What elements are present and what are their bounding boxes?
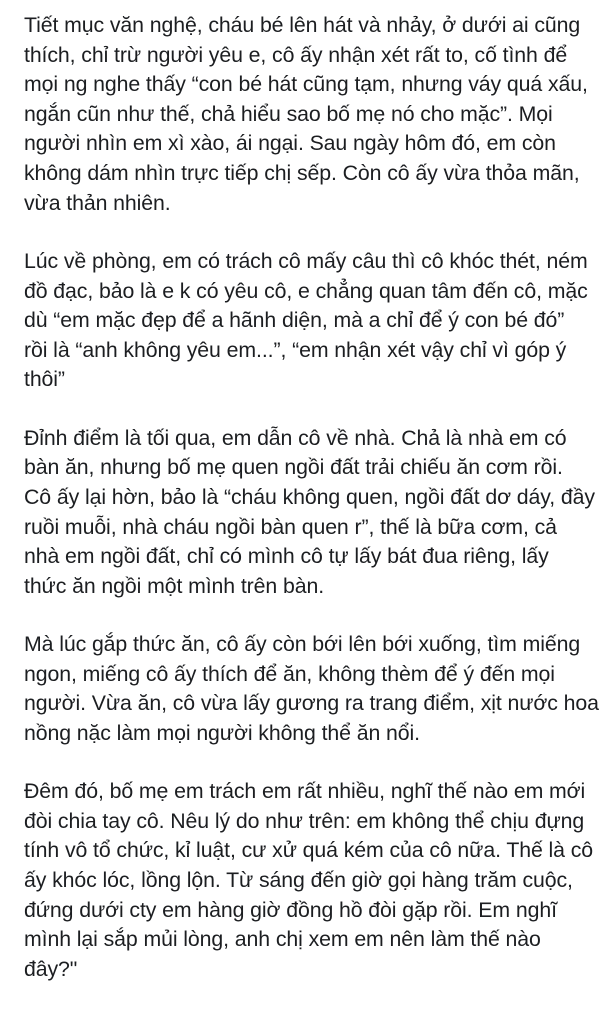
text-line: Đêm đó, bố mẹ em trách em rất nhiều, nghĩ thế nào em mới (24, 779, 586, 804)
text-line: đây?" (24, 956, 78, 981)
text-line: ruồi muỗi, nhà cháu ngồi bàn quen r”, thế là bữa cơm, cả (24, 514, 557, 539)
text-line: đứng dưới cty em hàng giờ đồng hồ đòi gặp rồi. Em nghĩ (24, 897, 557, 922)
text-line: Cô ấy lại hờn, bảo là “cháu không quen, ngồi đất dơ dáy, đầy (24, 484, 595, 509)
text-line: thôi” (24, 367, 65, 392)
text-line: Tiết mục văn nghệ, cháu bé lên hát và nhảy, ở dưới ai cũng (24, 13, 581, 37)
text-line: bàn ăn, nhưng bố mẹ quen ngồi đất trải chiếu ăn cơm rồi. (24, 455, 563, 480)
post-body (24, 11, 599, 1013)
text-line: mọi ng nghe thấy “con bé hát cũng tạm, nhưng váy quá xấu, (24, 72, 588, 97)
text-line: thức ăn ngồi một mình trên bàn. (24, 573, 325, 598)
text-line: đòi chia tay cô. Nêu lý do như trên: em không thể chịu đựng (24, 808, 585, 833)
paragraph-2 (24, 247, 594, 395)
text-line: Đỉnh điểm là tối qua, em dẫn cô về nhà. Chả là nhà em có (24, 425, 567, 450)
text-line: ấy khóc lóc, lồng lộn. Từ sáng đến giờ gọi hàng trăm cuộc, (24, 868, 573, 893)
paragraph-1 (24, 11, 594, 218)
text-line: nồng nặc làm mọi người không thể ăn nổi. (24, 720, 420, 745)
text-line: thích, chỉ trừ người yêu e, cô ấy nhận xét rất to, cố tình để (24, 42, 568, 67)
text-line: người nhìn em xì xào, ái ngại. Sau ngày hôm đó, em còn (24, 131, 556, 156)
text-line: mình lại sắp mủi lòng, anh chị xem em nên làm thế nào (24, 927, 541, 952)
text-line: Mà lúc gắp thức ăn, cô ấy còn bới lên bới xuống, tìm miếng (24, 632, 581, 657)
text-line: Lúc về phòng, em có trách cô mấy câu thì cô khóc thét, ném (24, 248, 588, 273)
text-line: nhà em ngồi đất, chỉ có mình cô tự lấy bát đua riêng, lấy (24, 544, 549, 569)
text-line: đồ đạc, bảo là e k có yêu cô, e chẳng quan tâm đến cô, mặc (24, 278, 588, 303)
text-line: dù “em mặc đẹp để a hãnh diện, mà a chỉ để ý con bé đó” (24, 308, 565, 333)
text-line: người. Vừa ăn, cô vừa lấy gương ra trang điểm, xịt nước hoa (24, 691, 599, 716)
paragraph-4 (24, 630, 599, 748)
paragraph-5 (24, 777, 594, 984)
text-line: tính vô tổ chức, kỉ luật, cư xử quá kém của cô nữa. Thế là cô (24, 838, 594, 863)
text-line: không dám nhìn trực tiếp chị sếp. Còn cô ấy vừa thỏa mãn, (24, 160, 580, 185)
text-line: ngắn cũn như thế, chả hiểu sao bố mẹ nó cho mặc”. Mọi (24, 101, 553, 126)
text-line: rồi là “anh không yêu em...”, “em nhận xét vậy chỉ vì góp ý (24, 337, 567, 362)
paragraph-3 (24, 424, 594, 602)
text-line: vừa thản nhiên. (24, 190, 171, 215)
text-line: ngon, miếng cô ấy thích để ăn, không thèm để ý đến mọi (24, 661, 555, 686)
